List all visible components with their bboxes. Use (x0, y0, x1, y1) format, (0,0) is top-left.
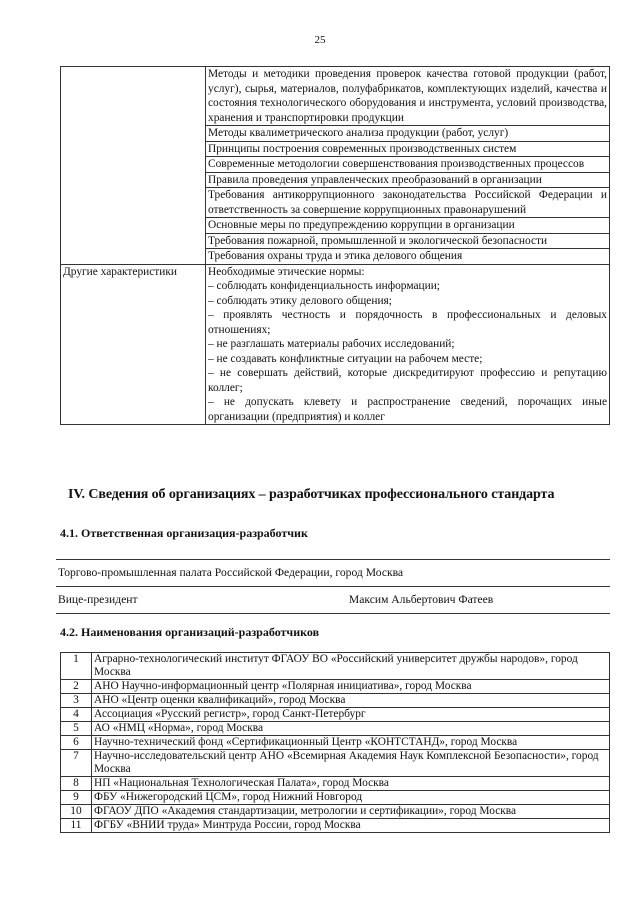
ethic-line: – проявлять честность и порядочность в профессиональных и деловых отношениях; (208, 309, 607, 336)
ethic-line: – не создавать конфликтные ситуации на рабочем месте; (208, 352, 483, 365)
other-characteristics-label: Другие характеристики (61, 264, 206, 425)
row-number: 7 (61, 750, 92, 777)
org-name: Ассоциация «Русский регистр», город Санкт-Петербург (92, 708, 610, 722)
developers-table-body (61, 653, 610, 833)
row-number: 10 (61, 805, 92, 819)
table-row (61, 750, 610, 777)
row-number: 5 (61, 722, 92, 736)
org-name: ФБУ «Нижегородский ЦСМ», город Нижний Новгород (92, 791, 610, 805)
org-name: Научно-технический фонд «Сертификационный Центр «КОНТСТАНД», город Москва (92, 736, 610, 750)
org-name: ФГАОУ ДПО «Академия стандартизации, метрологии и сертификации», город Москва (92, 805, 610, 819)
responsible-org-table (56, 559, 610, 614)
person-name: Максим Альбертович Фатеев (169, 587, 610, 614)
row-number: 9 (61, 791, 92, 805)
knowledge-item: Требования пожарной, промышленной и экологической безопасности (206, 233, 610, 249)
org-name: АО «НМЦ «Норма», город Москва (92, 722, 610, 736)
knowledge-item: Требования антикоррупционного законодательства Российской Федерации и ответственность за совершение коррупционных правонарушений (206, 188, 610, 218)
table-row (61, 680, 610, 694)
org-name: Научно-исследовательский центр АНО «Всемирная Академия Наук Комплексной Безопасности», город Москва (92, 750, 610, 777)
row-number: 2 (61, 680, 92, 694)
org-name: АНО Научно-информационный центр «Полярная инициатива», город Москва (92, 680, 610, 694)
knowledge-item: Методы квалиметрического анализа продукции (работ, услуг) (206, 126, 610, 142)
requirements-table (60, 66, 610, 425)
section-title: IV. Сведения об организациях – разработчиках профессионального стандарта (68, 487, 555, 502)
table-row (61, 67, 610, 126)
ethic-line: – не совершать действий, которые дискредитируют профессию и репутацию коллег; (208, 367, 607, 394)
table-row (61, 694, 610, 708)
table-row (61, 777, 610, 791)
ethic-line: Необходимые этические нормы: (208, 265, 365, 278)
knowledge-item: Правила проведения управленческих преобразований в организации (206, 172, 610, 188)
other-characteristics-content (206, 264, 610, 425)
table-row (61, 805, 610, 819)
knowledge-item: Основные меры по предупреждению коррупции в организации (206, 218, 610, 234)
org-name: АНО «Центр оценки квалификаций», город Москва (92, 694, 610, 708)
org-name: Аграрно-технологический институт ФГАОУ ВО «Российский университет дружбы народов», город Москва (92, 653, 610, 680)
org-name: ФГБУ «ВНИИ труда» Минтруда России, город Москва (92, 819, 610, 833)
knowledge-item: Требования охраны труда и этика делового общения (206, 249, 610, 265)
requirements-table-body (61, 67, 610, 425)
position-label: Вице-президент (56, 587, 169, 614)
table-row (56, 587, 610, 614)
table-row (61, 791, 610, 805)
row-number: 6 (61, 736, 92, 750)
row-number: 1 (61, 653, 92, 680)
knowledge-item: Методы и методики проведения проверок качества готовой продукции (работ, услуг), сырья, материалов, полуфабрикатов, комплектующих изделий, качества и состояния технологического оборудования и инструмента, условий производства, хранения и транспортировки продукции (206, 67, 610, 126)
ethic-line: – не разглашать материалы рабочих исследований; (208, 338, 455, 350)
page-number: 25 (314, 34, 326, 46)
developers-heading: 4.2. Наименования организаций-разработчиков (60, 625, 320, 639)
table-row (61, 736, 610, 750)
org-name: НП «Национальная Технологическая Палата», город Москва (92, 777, 610, 791)
org-name: Торгово-промышленная палата Российской Федерации, город Москва (56, 560, 610, 587)
row-number: 11 (61, 819, 92, 833)
developers-table (60, 652, 610, 833)
ethic-line: – не допускать клевету и распространение сведений, порочащих иные организации (предприятия) и коллег (208, 396, 607, 423)
ethic-line: – соблюдать конфиденциальность информации; (208, 280, 440, 292)
knowledge-item: Принципы построения современных производственных систем (206, 141, 610, 157)
table-row (61, 264, 610, 425)
table-row (56, 560, 610, 587)
row-number: 3 (61, 694, 92, 708)
empty-label-cell (61, 67, 206, 265)
row-number: 8 (61, 777, 92, 791)
knowledge-item: Современные методологии совершенствования производственных процессов (206, 157, 610, 173)
row-number: 4 (61, 708, 92, 722)
ethic-line: – соблюдать этику делового общения; (208, 294, 392, 307)
table-row (61, 819, 610, 833)
table-row (61, 653, 610, 680)
table-row (61, 722, 610, 736)
responsible-org-heading: 4.1. Ответственная организация-разработчик (60, 526, 308, 540)
table-row (61, 708, 610, 722)
